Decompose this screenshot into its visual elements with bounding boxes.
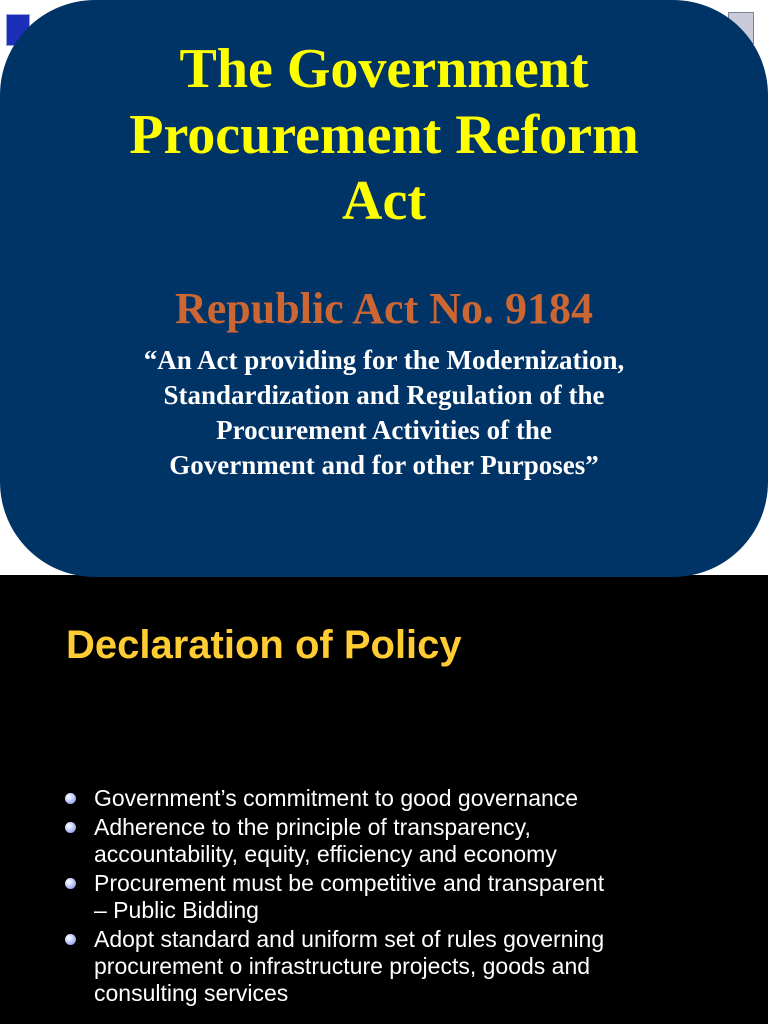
bullet-text: [94, 785, 742, 812]
bullet-icon: [65, 822, 76, 833]
act-description: [60, 343, 708, 483]
bullet-line: procurement o infrastructure projects, goods and: [94, 953, 591, 979]
bullet-list: [62, 785, 742, 1009]
slide-2: [0, 577, 768, 1024]
bullet-text: [94, 814, 742, 868]
title-line: Act: [342, 170, 426, 232]
bullet-text: [94, 926, 742, 1007]
bullet-icon: [65, 878, 76, 889]
bullet-line: accountability, equity, efficiency and economy: [94, 841, 557, 867]
bullet-line: – Public Bidding: [94, 897, 259, 923]
bullet-line: consulting services: [94, 980, 289, 1006]
republic-act-number: Republic Act No. 9184: [175, 284, 593, 333]
bullet-item: [62, 785, 742, 812]
bullet-line: Adherence to the principle of transparency,: [94, 814, 531, 840]
description-line: Government and for other Purposes”: [169, 450, 599, 480]
bullet-line: Adopt standard and uniform set of rules governing: [94, 926, 605, 952]
description-line: Procurement Activities of the: [216, 415, 552, 445]
description-line: “An Act providing for the Modernization,: [143, 345, 625, 375]
bullet-line: Government’s commitment to good governance: [94, 785, 579, 811]
title-line: The Government: [179, 38, 589, 100]
bullet-item: [62, 870, 742, 924]
title-line: Procurement Reform: [129, 104, 639, 166]
description-line: Standardization and Regulation of the: [163, 380, 605, 410]
slide-title: Declaration of Policy: [66, 623, 462, 667]
bullet-text: [94, 870, 742, 924]
bullet-line: Procurement must be competitive and transparent: [94, 870, 605, 896]
slide-title: [40, 36, 728, 234]
bullet-icon: [65, 934, 76, 945]
bullet-item: [62, 926, 742, 1007]
bullet-item: [62, 814, 742, 868]
bullet-icon: [65, 793, 76, 804]
